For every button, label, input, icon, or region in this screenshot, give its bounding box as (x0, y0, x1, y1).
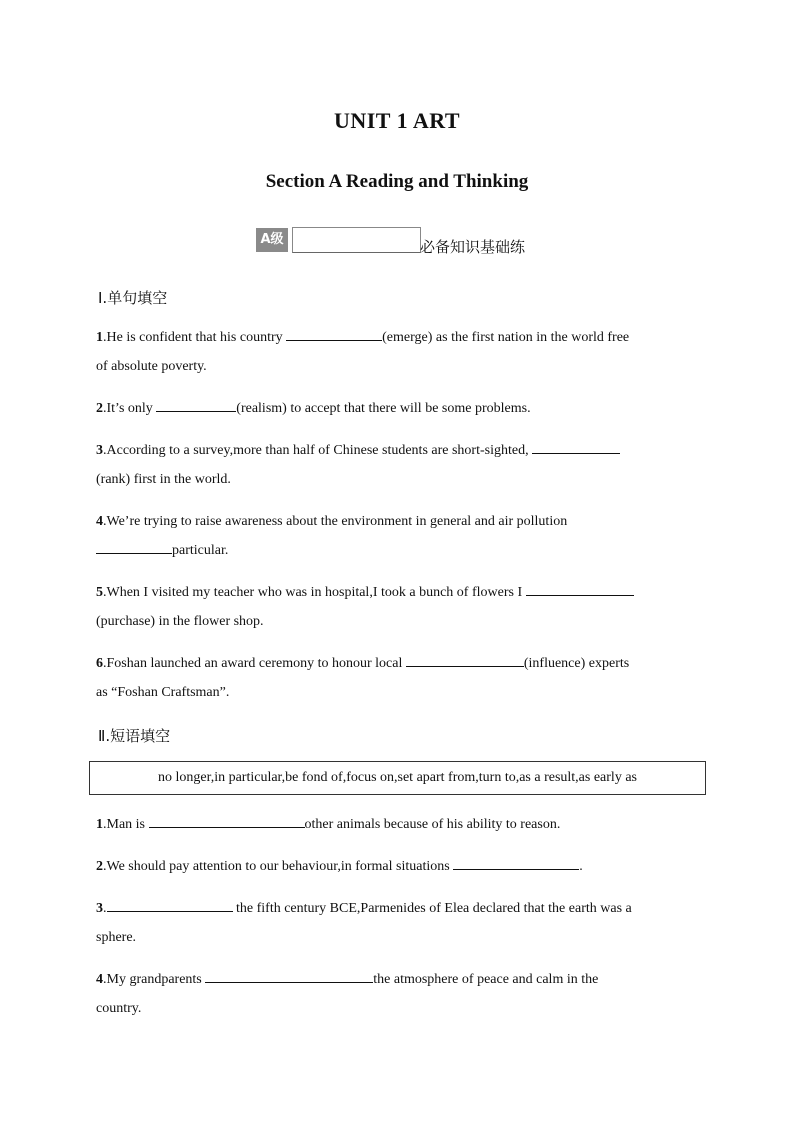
question-text: country. (96, 1001, 142, 1016)
part1-heading: Ⅰ.单句填空 (98, 289, 168, 307)
answer-blank[interactable] (107, 897, 233, 912)
answer-blank[interactable] (526, 581, 634, 596)
part2-question-3 (96, 894, 696, 952)
question-number: 3 (96, 443, 103, 458)
section-title: Section A Reading and Thinking (265, 171, 529, 192)
part1-question-5 (96, 578, 696, 636)
question-text: (purchase) in the flower shop. (96, 614, 264, 629)
question-number: 4 (96, 972, 103, 987)
part1-question-2 (96, 394, 696, 423)
question-text: (realism) to accept that there will be some problems. (236, 401, 531, 416)
question-text: .Foshan launched an award ceremony to honour local (103, 656, 406, 671)
question-text: .He is confident that his country (103, 330, 287, 345)
question-text: .When I visited my teacher who was in hospital,I took a bunch of flowers I (103, 585, 526, 600)
question-number: 6 (96, 656, 103, 671)
question-text: particular. (172, 543, 229, 558)
answer-blank[interactable] (286, 326, 382, 341)
level-label: 必备知识基础练 (420, 238, 526, 256)
part2-question-1 (96, 810, 696, 839)
answer-blank[interactable] (96, 539, 172, 554)
part1-question-1 (96, 323, 696, 381)
answer-blank[interactable] (205, 968, 373, 983)
question-text: as “Foshan Craftsman”. (96, 685, 230, 700)
question-text: .It’s only (103, 401, 157, 416)
question-text: .We’re trying to raise awareness about the environment in general and air pollution (103, 514, 568, 529)
question-number: 3 (96, 901, 103, 916)
part1-question-3 (96, 436, 696, 494)
part1-question-6 (96, 649, 696, 707)
question-text: .We should pay attention to our behaviour,in formal situations (103, 859, 454, 874)
question-text: .Man is (103, 817, 149, 832)
part2-question-4 (96, 965, 696, 1023)
question-text: the fifth century BCE,Parmenides of Elea declared that the earth was a (232, 901, 632, 916)
question-text: sphere. (96, 930, 137, 945)
question-text: of absolute poverty. (96, 359, 207, 374)
question-text: (rank) first in the world. (96, 472, 231, 487)
answer-blank[interactable] (406, 652, 524, 667)
phrase-bank: no longer,in particular,be fond of,focus on,set apart from,turn to,as a result,as early as (89, 761, 706, 795)
level-input-box[interactable] (292, 227, 421, 253)
question-number: 4 (96, 514, 103, 529)
question-text: .My grandparents (103, 972, 206, 987)
question-number: 5 (96, 585, 103, 600)
question-number: 2 (96, 859, 103, 874)
part1-question-4 (96, 507, 696, 565)
part2-heading: Ⅱ.短语填空 (98, 727, 171, 745)
answer-blank[interactable] (156, 397, 236, 412)
question-text: . (103, 901, 107, 916)
question-text: the atmosphere of peace and calm in the (373, 972, 599, 987)
answer-blank[interactable] (532, 439, 620, 454)
question-text: (emerge) as the first nation in the world free (382, 330, 630, 345)
question-text: other animals because of his ability to reason. (304, 817, 561, 832)
question-number: 1 (96, 330, 103, 345)
unit-title: UNIT 1 ART (333, 108, 461, 133)
question-text: . (579, 859, 583, 874)
question-number: 1 (96, 817, 103, 832)
question-number: 2 (96, 401, 103, 416)
level-badge: A级 (256, 228, 288, 252)
answer-blank[interactable] (453, 855, 579, 870)
part2-question-2 (96, 852, 696, 881)
answer-blank[interactable] (149, 813, 305, 828)
question-text: .According to a survey,more than half of Chinese students are short-sighted, (103, 443, 533, 458)
question-text: (influence) experts (523, 656, 630, 671)
